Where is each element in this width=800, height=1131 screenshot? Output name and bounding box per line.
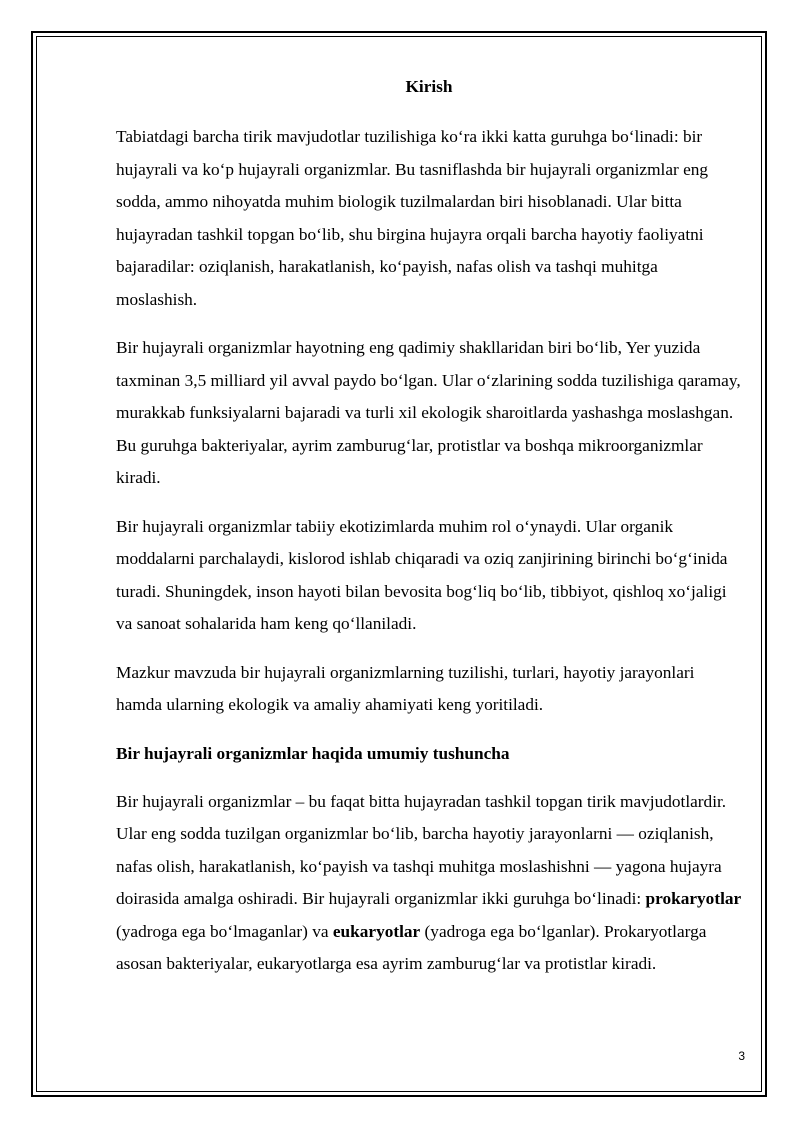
document-title: Kirish	[405, 77, 453, 96]
term-prokaryotlar: prokaryotlar	[645, 889, 742, 908]
section-text-part3: (yadroga ega boʻlganlar). Prokaryotlarga asosan bakteriyalar, eukaryotlarga esa ayrim zamburugʻlar va protistlar kiradi.	[116, 921, 707, 973]
section-paragraph	[116, 786, 742, 981]
paragraph-4: Mazkur mavzuda bir hujayrali organizmlarning tuzilishi, turlari, hayotiy jarayonlari hamda ularning ekologik va amaliy ahamiyati keng yoritiladi.	[116, 662, 695, 714]
page-number: 3	[738, 1049, 745, 1063]
section-text-part1: Bir hujayrali organizmlar – bu faqat bitta hujayradan tashkil topgan tirik mavjudotlardir. Ular eng sodda tuzilgan organizmlar boʻlib, barcha hayotiy jarayonlarni — oziqlanish, nafas olish, harakatlanish, koʻpayish va tashqi muhitga moslashishni — yagona hujayra doirasida amalga oshiradi. Bir hujayrali organizmlar ikki guruhga boʻlinadi:	[116, 791, 727, 908]
paragraph-2: Bir hujayrali organizmlar hayotning eng qadimiy shakllaridan biri boʻlib, Yer yuzida taxminan 3,5 milliard yil avval paydo boʻlgan. Ular oʻzlarining sodda tuzilishiga qaramay, murakkab funksiyalarni bajaradi va turli xil ekologik sharoitlarda yashashga moslashgan. Bu guruhga bakteriyalar, ayrim zamburugʻlar, protistlar va boshqa mikroorganizmlar kiradi.	[116, 338, 741, 487]
paragraph-3: Bir hujayrali organizmlar tabiiy ekotizimlarda muhim rol oʻynaydi. Ular organik moddalarni parchalaydi, kislorod ishlab chiqaradi va oziq zanjirining birinchi boʻgʻinida turadi. Shuningdek, inson hayoti bilan bevosita bogʻliq boʻlib, tibbiyot, qishloq xoʻjaligi va sanoat sohalarida ham keng qoʻllaniladi.	[116, 516, 728, 633]
document-body	[116, 72, 742, 981]
section-heading: Bir hujayrali organizmlar haqida umumiy tushuncha	[116, 743, 510, 763]
term-eukaryotlar: eukaryotlar	[332, 921, 421, 941]
paragraph-1: Tabiatdagi barcha tirik mavjudotlar tuzilishiga koʻra ikki katta guruhga boʻlinadi: bir hujayrali va koʻp hujayrali organizmlar. Bu tasniflashda bir hujayrali organizmlar eng sodda, ammo nihoyatda muhim biologik tuzilmalardan biri hisoblanadi. Ular bitta hujayradan tashkil topgan boʻlib, shu birgina hujayra orqali barcha hayotiy faoliyatni bajaradilar: oziqlanish, harakatlanish, koʻpayish, nafas olish va tashqi muhitga moslashish.	[116, 127, 709, 309]
section-text-part2: (yadroga ega boʻlmaganlar) va	[116, 921, 333, 941]
